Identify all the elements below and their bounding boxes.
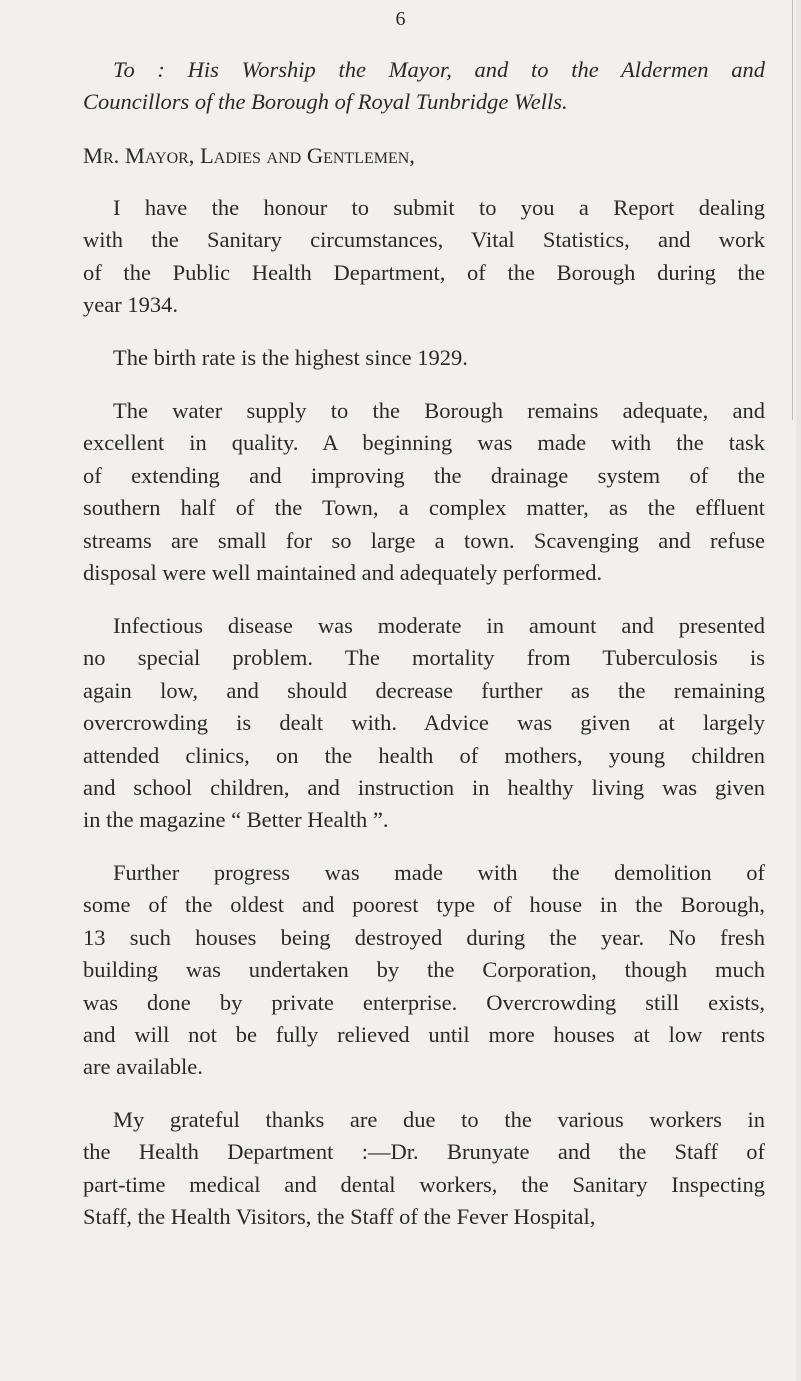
page-number: 6 bbox=[395, 8, 406, 30]
paragraph-5-line: some of the oldest and poorest type of house in the Borough, bbox=[83, 892, 765, 918]
paragraph-4-line: again low, and should decrease further as the remaining bbox=[83, 677, 765, 703]
paragraph-5-line: 13 such houses being destroyed during the year. No fresh bbox=[83, 924, 765, 950]
paragraph-5-line: Further progress was made with the demolition of bbox=[113, 860, 765, 885]
paragraph-6-line: Staff, the Health Visitors, the Staff of the Fever Hospital, bbox=[83, 1204, 596, 1230]
paragraph-1-line: of the Public Health Department, of the Borough during the bbox=[83, 259, 765, 285]
paragraph-3-line: southern half of the Town, a complex matter, as the effluent bbox=[83, 495, 765, 521]
paragraph-4-line: attended clinics, on the health of mothers, young children bbox=[83, 742, 765, 768]
paragraph-6-line: part-time medical and dental workers, the Sanitary Inspecting bbox=[83, 1171, 765, 1197]
paragraph-5-line: and will not be fully relieved until more houses at low rents bbox=[83, 1022, 765, 1047]
paragraph-6-line: the Health Department :—Dr. Brunyate and the Staff of bbox=[83, 1139, 765, 1165]
paragraph-5-line: are available. bbox=[83, 1054, 203, 1080]
page-edge-margin bbox=[796, 0, 801, 1381]
paragraph-3-line: disposal were well maintained and adequately performed. bbox=[83, 560, 603, 585]
paragraph-4-line: Infectious disease was moderate in amount and presented bbox=[113, 613, 765, 638]
page-edge-line bbox=[792, 0, 793, 420]
paragraph-6-line: My grateful thanks are due to the various workers in bbox=[113, 1107, 765, 1132]
paragraph-1-line: with the Sanitary circumstances, Vital Statistics, and work bbox=[83, 227, 765, 253]
paragraph-4-line: in the magazine “ Better Health ”. bbox=[83, 807, 389, 833]
paragraph-2-line: The birth rate is the highest since 1929. bbox=[113, 345, 468, 370]
paragraph-3-line: The water supply to the Borough remains adequate, and bbox=[113, 398, 765, 423]
paragraph-4-line: no special problem. The mortality from Tuberculosis is bbox=[83, 645, 765, 671]
paragraph-4-line: and school children, and instruction in healthy living was given bbox=[83, 775, 765, 800]
paragraph-1-line: year 1934. bbox=[83, 292, 178, 318]
paragraph-5-line: building was undertaken by the Corporation, though much bbox=[83, 957, 765, 983]
paragraph-5-line: was done by private enterprise. Overcrowding still exists, bbox=[83, 989, 765, 1015]
paragraph-3-line: excellent in quality. A beginning was made with the task bbox=[83, 430, 765, 456]
paragraph-4-line: overcrowding is dealt with. Advice was given at largely bbox=[83, 710, 765, 736]
address-line-1: To : His Worship the Mayor, and to the Aldermen and bbox=[113, 57, 765, 82]
paragraph-1-line: I have the honour to submit to you a Report dealing bbox=[113, 195, 765, 220]
salutation: Mr. Mayor, Ladies and Gentlemen, bbox=[83, 143, 415, 168]
paragraph-3-line: of extending and improving the drainage system of the bbox=[83, 462, 765, 488]
paragraph-3-line: streams are small for so large a town. Scavenging and refuse bbox=[83, 527, 765, 553]
address-line-2: Councillors of the Borough of Royal Tunbridge Wells. bbox=[83, 89, 568, 114]
